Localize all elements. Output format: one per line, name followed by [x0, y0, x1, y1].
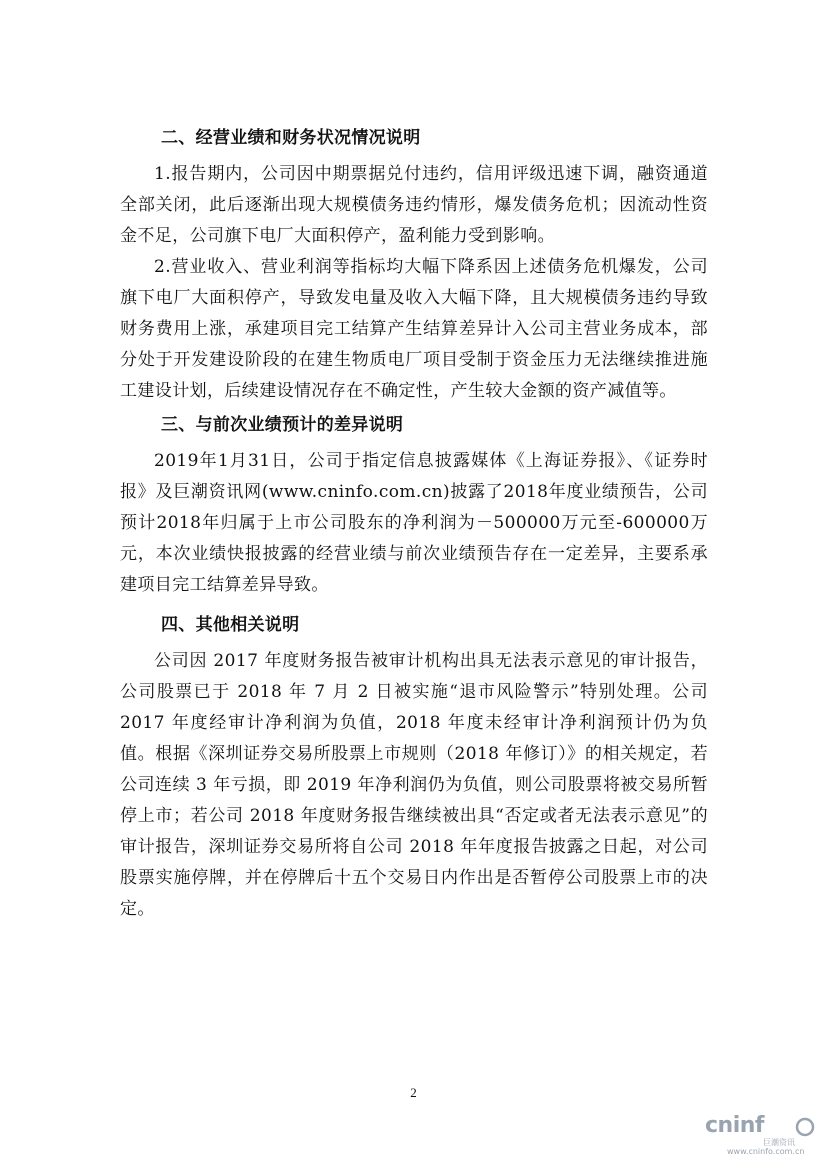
watermark-logo: cninf: [705, 1113, 764, 1138]
paragraph: 公司因 2017 年度财务报告被审计机构出具无法表示意见的审计报告，公司股票已于 2018 年 7 月 2 日被实施“退市风险警示”特别处理。公司 2017 年度经审计净利润为负值，2018 年度未经审计净利润预计仍为负值。根据《深圳证券交易所股票上市规则（2018 年修订）》的相关规定，若公司连续 3 年亏损，即 2019 年净利润仍为负值，则公司股票将被交易所暂停上市；若公司 2018 年度财务报告继续被出具“否定或者无法表示意见”的审计报告，深圳证券交易所将自公司 2018 年年度报告披露之日起，对公司股票实施停牌，并在停牌后十五个交易日内作出是否暂停公司股票上市的决定。: [120, 651, 708, 919]
cninfo-swirl-icon: [795, 1117, 815, 1137]
section-business-performance: [120, 126, 708, 407]
watermark-subtitle: 巨潮资讯: [763, 1138, 795, 1147]
paragraph: 2019年1月31日，公司于指定信息披露媒体《上海证券报》、《证券时报》及巨潮资讯网(www.cninfo.com.cn)披露了2018年度业绩预告，公司预计2018年归属于上市公司股东的净利润为－500000万元至-600000万元，本次业绩快报披露的经营业绩与前次业绩预告存在一定差异，主要系承建项目完工结算差异导致。: [120, 451, 708, 595]
section-forecast-difference: [120, 413, 708, 601]
paragraph: 2.营业收入、营业利润等指标均大幅下降系因上述债务危机爆发，公司旗下电厂大面积停产，导致发电量及收入大幅下降，且大规模债务违约导致财务费用上涨，承建项目完工结算产生结算差异计入公司主营业务成本，部分处于开发建设阶段的在建生物质电厂项目受制于资金压力无法继续推进施工建设计划，后续建设情况存在不确定性，产生较大金额的资产减值等。: [120, 257, 708, 401]
cninfo-watermark: [705, 1113, 815, 1159]
page-number: 2: [410, 1085, 417, 1100]
section-heading: 四、其他相关说明: [161, 615, 300, 635]
section-heading: 三、与前次业绩预计的差异说明: [161, 415, 404, 435]
section-other-notes: [120, 613, 708, 925]
paragraph: 1.报告期内，公司因中期票据兑付违约，信用评级迅速下调，融资通道全部关闭，此后逐渐出现大规模债务违约情形，爆发债务危机；因流动性资金不足，公司旗下电厂大面积停产，盈利能力受到影响。: [120, 164, 708, 246]
watermark-url: www.cninfo.com.cn: [727, 1147, 805, 1156]
document-body: [120, 126, 708, 931]
section-heading: 二、经营业绩和财务状况情况说明: [161, 128, 421, 148]
